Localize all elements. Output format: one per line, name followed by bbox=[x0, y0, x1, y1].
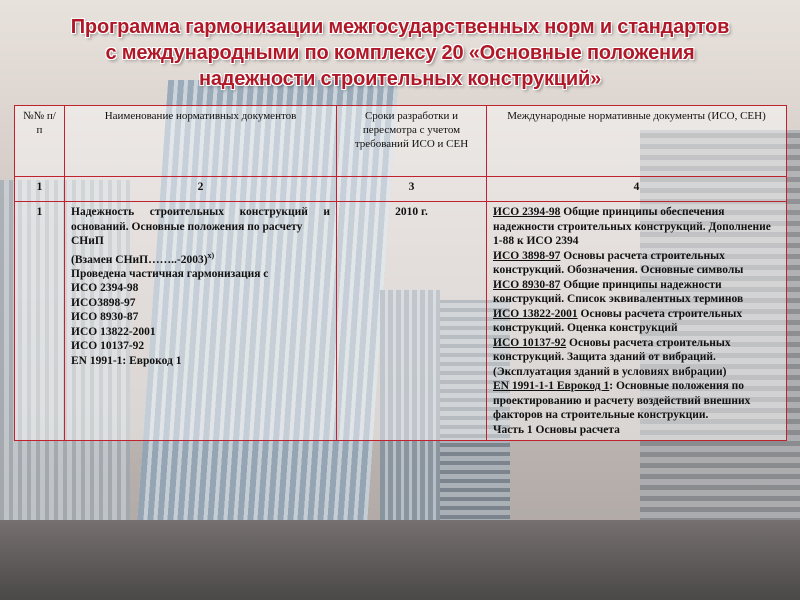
footnote-mark: х) bbox=[207, 250, 215, 260]
intl-doc-code: ИСО 3898-97 bbox=[493, 249, 561, 262]
document-name-line: ИСО 8930-87 bbox=[71, 311, 139, 324]
intl-doc-text: Основы расчета строительных конструкций. Защита зданий от вибраций. (Эксплуатация зданий в условиях вибрации) bbox=[493, 336, 731, 378]
replacement-note: (Взамен СНиП……..-2003) bbox=[71, 253, 208, 266]
document-name-line: ИСО 10137-92 bbox=[71, 340, 145, 353]
title-line: надежности строительных конструкций» bbox=[199, 68, 601, 90]
intl-doc-item bbox=[493, 278, 780, 307]
column-number: 1 bbox=[15, 177, 65, 202]
slide-title bbox=[40, 14, 760, 92]
intl-doc-code: ИСО 2394-98 bbox=[493, 206, 561, 218]
document-name-line: ИСО 13822-2001 bbox=[71, 325, 156, 338]
title-line: Программа гармонизации межгосударственных норм и стандартов bbox=[70, 16, 730, 38]
header-terms: Сроки разработки и пересмотра с учетом требований ИСО и СЕН bbox=[337, 106, 487, 177]
intl-doc-text: Часть 1 Основы расчета bbox=[493, 423, 620, 436]
intl-doc-code: EN 1991-1-1 Еврокод 1 bbox=[493, 380, 610, 392]
intl-doc-item bbox=[493, 205, 780, 249]
intl-doc-item bbox=[493, 307, 780, 336]
header-name: Наименование нормативных документов bbox=[65, 106, 337, 177]
table-header-row bbox=[15, 106, 787, 177]
column-number: 2 bbox=[65, 177, 337, 202]
intl-doc-item bbox=[493, 379, 780, 423]
column-number-row bbox=[15, 177, 787, 202]
intl-docs-cell bbox=[487, 202, 787, 441]
document-name-line: СНиП bbox=[71, 235, 104, 247]
header-num: №№ п/п bbox=[15, 106, 65, 177]
intl-doc-text: Основы расчета строительных конструкций. Оценка конструкций bbox=[493, 307, 743, 334]
column-number: 3 bbox=[337, 177, 487, 202]
column-number: 4 bbox=[487, 177, 787, 202]
intl-doc-item bbox=[493, 336, 780, 380]
intl-doc-text: Общие принципы надежности конструкций. Список эквивалентных терминов bbox=[493, 278, 744, 305]
document-name-line: ИСО3898-97 bbox=[71, 296, 136, 309]
document-name-line bbox=[71, 249, 330, 267]
term-cell: 2010 г. bbox=[337, 202, 487, 441]
document-name-line: EN 1991-1: Еврокод 1 bbox=[71, 354, 182, 367]
intl-doc-code: ИСО 8930-87 bbox=[493, 278, 561, 291]
intl-doc-item bbox=[493, 249, 780, 278]
document-name-line: Надежность строительных конструкций и оснований. Основные положения по расчету bbox=[71, 206, 330, 233]
document-name-cell bbox=[65, 202, 337, 441]
document-name-line: ИСО 2394-98 bbox=[71, 282, 139, 295]
intl-doc-code: ИСО 10137-92 bbox=[493, 336, 567, 349]
title-line: с международными по комплексу 20 «Основные положения bbox=[105, 42, 695, 64]
intl-doc-code: ИСО 13822-2001 bbox=[493, 307, 578, 320]
table-row bbox=[15, 202, 787, 441]
row-number: 1 bbox=[15, 202, 65, 441]
intl-doc-item bbox=[493, 423, 780, 438]
intl-doc-text: : Основные положения по проектированию и расчету воздействий внешних факторов на строительные конструкции. bbox=[493, 380, 751, 421]
header-intl: Международные нормативные документы (ИСО, СЕН) bbox=[487, 106, 787, 177]
intl-doc-text: Основы расчета строительных конструкций. Обозначения. Основные символы bbox=[493, 249, 744, 276]
document-name-line: Проведена частичная гармонизация с bbox=[71, 267, 269, 280]
standards-table bbox=[14, 105, 787, 441]
intl-doc-text: Общие принципы обеспечения надежности строительных конструкций. Дополнение 1-88 к ИСО 2394 bbox=[493, 206, 771, 247]
background-street bbox=[0, 520, 800, 600]
